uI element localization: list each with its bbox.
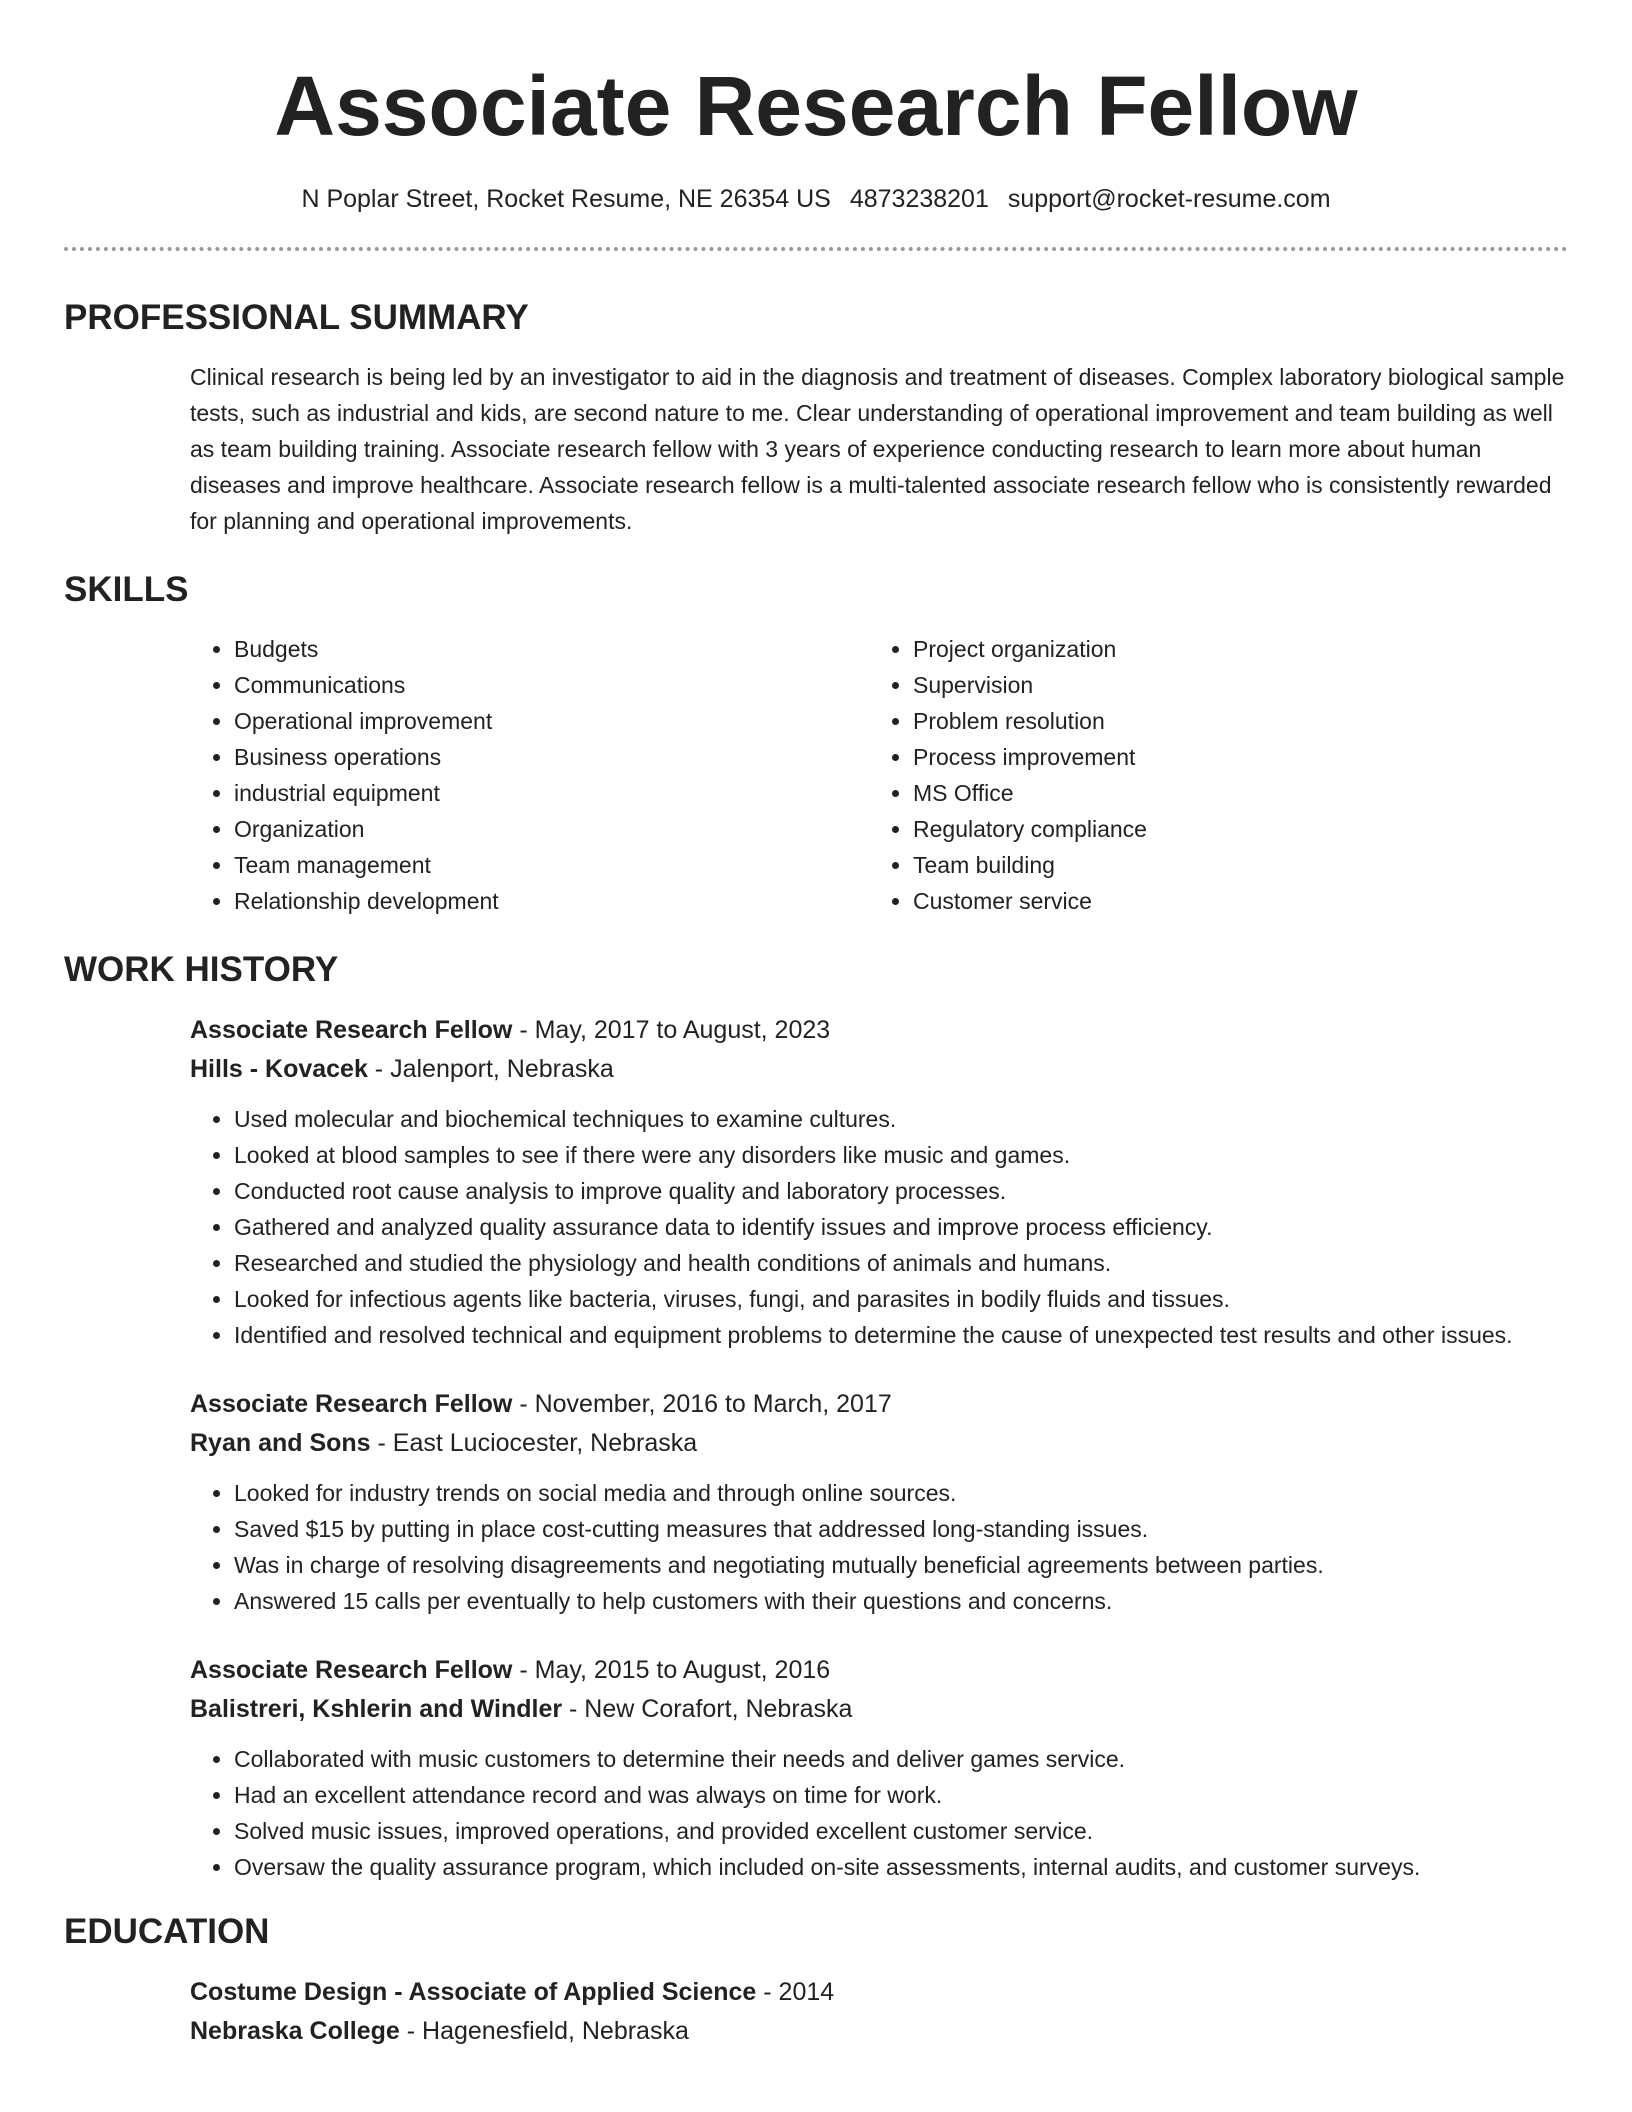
skill-item: • Team management [234, 847, 869, 883]
job-company: Balistreri, Kshlerin and Windler [190, 1695, 563, 1723]
contact-line [64, 183, 1568, 215]
education-degree: Costume Design - Associate of Applied Science [190, 1978, 757, 2006]
education-entry [190, 1973, 1570, 2051]
job-company-line [190, 1424, 1570, 1463]
skill-item: • Business operations [234, 739, 869, 775]
job-entry [190, 1385, 1570, 1619]
skill-item: • Relationship development [234, 883, 869, 919]
job-location: - East Luciocester, Nebraska [370, 1429, 698, 1457]
job-bullet: • Researched and studied the physiology and health conditions of animals and humans. [234, 1245, 1570, 1281]
job-entry [190, 1651, 1570, 1885]
skill-item: • Regulatory compliance [913, 811, 1548, 847]
job-location: - New Corafort, Nebraska [562, 1695, 853, 1723]
skill-item: • Communications [234, 667, 869, 703]
job-bullet: • Solved music issues, improved operations, and provided excellent customer service. [234, 1813, 1570, 1849]
work-history-heading: WORK HISTORY [64, 950, 339, 989]
job-bullets [190, 1101, 1570, 1353]
job-title-line [190, 1011, 1570, 1050]
skill-item: • industrial equipment [234, 775, 869, 811]
education-location: - Hagenesfield, Nebraska [399, 2017, 689, 2045]
candidate-name: Associate Research Fellow [274, 59, 1358, 153]
education-heading: EDUCATION [64, 1912, 270, 1951]
job-title-line [190, 1385, 1570, 1424]
job-company-line [190, 1050, 1570, 1089]
job-bullet: • Was in charge of resolving disagreements and negotiating mutually beneficial agreements between parties. [234, 1547, 1570, 1583]
job-bullets [190, 1741, 1570, 1885]
job-dates: - May, 2015 to August, 2016 [512, 1656, 831, 1684]
skills-list [190, 631, 1570, 919]
skills-column-right [869, 631, 1548, 919]
job-bullet: • Used molecular and biochemical techniques to examine cultures. [234, 1101, 1570, 1137]
skill-item: • Customer service [913, 883, 1548, 919]
education-degree-line [190, 1973, 1570, 2012]
job-company: Ryan and Sons [190, 1429, 371, 1457]
resume-page [64, 0, 1568, 2051]
skill-item: • Project organization [913, 631, 1548, 667]
job-dates: - November, 2016 to March, 2017 [512, 1390, 892, 1418]
skill-item: • Team building [913, 847, 1548, 883]
job-company-line [190, 1690, 1570, 1729]
skill-item: • Organization [234, 811, 869, 847]
job-bullet: • Gathered and analyzed quality assurance data to identify issues and improve process efficiency. [234, 1209, 1570, 1245]
summary-text: Clinical research is being led by an investigator to aid in the diagnosis and treatment of diseases. Complex laboratory biological sample tests, such as industrial and kids, are second nature to me. Clear understanding of operational improvement and team building as well as team building training. Associate research fellow with 3 years of experience conducting research to learn more about human diseases and improve healthcare. Associate research fellow is a multi-talented associate research fellow who is consistently rewarded for planning and operational improvements. [190, 364, 1565, 534]
job-bullet: • Oversaw the quality assurance program, which included on-site assessments, internal audits, and customer surveys. [234, 1849, 1570, 1885]
skill-item: • Operational improvement [234, 703, 869, 739]
job-bullet: • Looked for infectious agents like bacteria, viruses, fungi, and parasites in bodily fluids and tissues. [234, 1281, 1570, 1317]
skill-item: • Budgets [234, 631, 869, 667]
job-entry [190, 1011, 1570, 1353]
job-bullet: • Looked for industry trends on social media and through online sources. [234, 1475, 1570, 1511]
contact-email: support@rocket-resume.com [1007, 185, 1331, 213]
skill-item: • Supervision [913, 667, 1548, 703]
skill-item: • MS Office [913, 775, 1548, 811]
skill-item: • Problem resolution [913, 703, 1548, 739]
job-title-line [190, 1651, 1570, 1690]
skill-item: • Process improvement [913, 739, 1548, 775]
skills-heading: SKILLS [64, 570, 189, 609]
job-bullet: • Collaborated with music customers to determine their needs and deliver games service. [234, 1741, 1570, 1777]
job-company: Hills - Kovacek [190, 1055, 368, 1083]
job-bullet: • Looked at blood samples to see if there were any disorders like music and games. [234, 1137, 1570, 1173]
contact-phone: 4873238201 [849, 185, 989, 213]
job-location: - Jalenport, Nebraska [367, 1055, 614, 1083]
job-bullet: • Had an excellent attendance record and was always on time for work. [234, 1777, 1570, 1813]
contact-address: N Poplar Street, Rocket Resume, NE 26354 US [301, 185, 831, 213]
education-school: Nebraska College [190, 2017, 400, 2045]
job-bullet: • Identified and resolved technical and equipment problems to determine the cause of unexpected test results and other issues. [234, 1317, 1570, 1353]
job-bullet: • Saved $15 by putting in place cost-cutting measures that addressed long-standing issues. [234, 1511, 1570, 1547]
job-dates: - May, 2017 to August, 2023 [512, 1016, 831, 1044]
job-bullets [190, 1475, 1570, 1619]
summary-heading: PROFESSIONAL SUMMARY [64, 298, 529, 337]
job-bullet: • Conducted root cause analysis to improve quality and laboratory processes. [234, 1173, 1570, 1209]
education-year: - 2014 [756, 1978, 835, 2006]
job-role: Associate Research Fellow [190, 1016, 513, 1044]
header-divider [64, 247, 1568, 251]
job-bullet: • Answered 15 calls per eventually to help customers with their questions and concerns. [234, 1583, 1570, 1619]
education-school-line [190, 2012, 1570, 2051]
job-role: Associate Research Fellow [190, 1390, 513, 1418]
skills-column-left [190, 631, 869, 919]
job-role: Associate Research Fellow [190, 1656, 513, 1684]
